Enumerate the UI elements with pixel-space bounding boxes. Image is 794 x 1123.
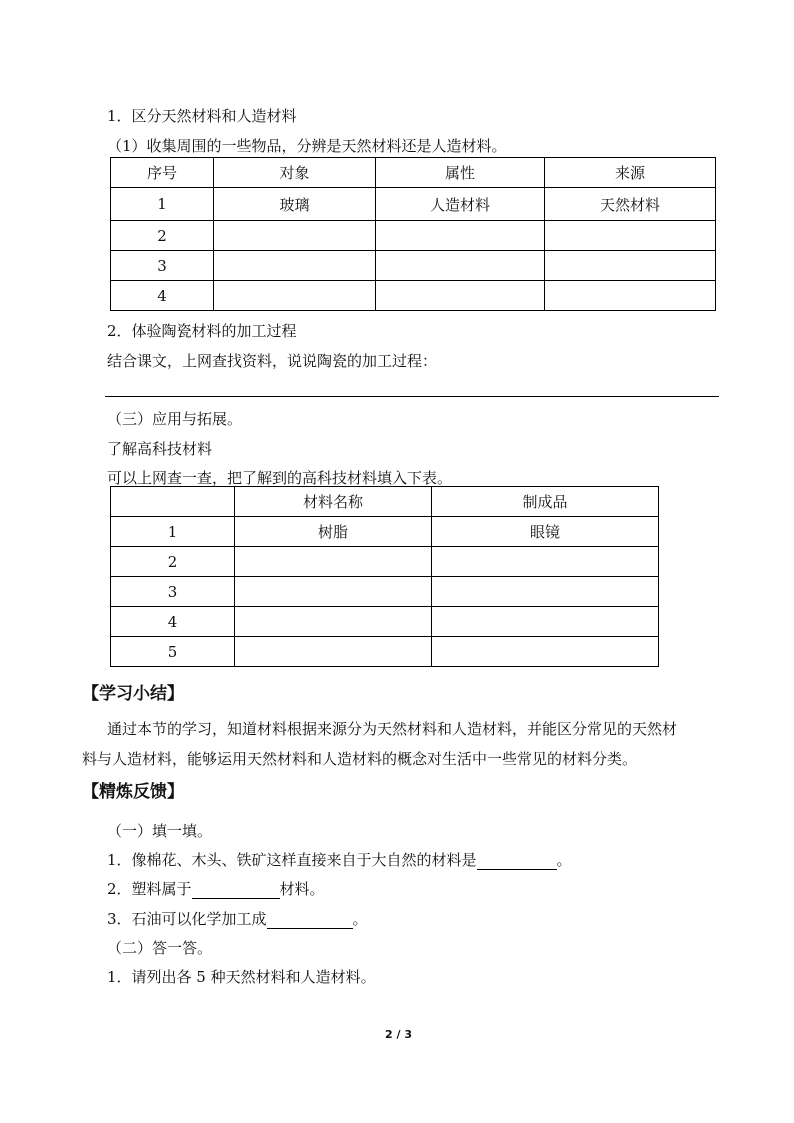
table-cell: 2 — [111, 221, 214, 251]
table-header-cell: 来源 — [545, 158, 716, 188]
question-3 — [107, 908, 368, 929]
section2-prompt: 结合课文，上网查找资料，说说陶瓷的加工过程： — [107, 352, 438, 370]
section3-subtitle: 了解高科技材料 — [107, 440, 213, 458]
table-cell: 4 — [111, 281, 214, 311]
question-2-end: 材料。 — [279, 880, 325, 898]
table-cell — [545, 221, 716, 251]
table-row — [111, 251, 716, 281]
section1-title: 1．区分天然材料和人造材料 — [107, 107, 297, 125]
question-3-blank[interactable] — [267, 912, 353, 929]
table-cell: 2 — [111, 547, 235, 577]
feedback-part2: （二）答一答。 — [107, 939, 213, 957]
table-cell — [376, 251, 545, 281]
table-cell — [376, 281, 545, 311]
table-row — [111, 607, 659, 637]
table-header-cell: 对象 — [214, 158, 376, 188]
table-header-row — [111, 487, 659, 517]
question-1-text: 1．像棉花、木头、铁矿这样直接来自于大自然的材料是 — [107, 851, 477, 869]
table-cell: 树脂 — [235, 517, 432, 547]
table-cell — [376, 221, 545, 251]
table-header-row — [111, 158, 716, 188]
table-header-cell: 序号 — [111, 158, 214, 188]
summary-heading: 【学习小结】 — [82, 684, 184, 704]
table-cell: 1 — [111, 188, 214, 221]
table-cell — [545, 281, 716, 311]
hightech-materials-table — [110, 486, 659, 667]
table-header-cell — [111, 487, 235, 517]
question-1 — [107, 849, 572, 870]
table-cell: 玻璃 — [214, 188, 376, 221]
table-cell: 眼镜 — [432, 517, 659, 547]
objects-table — [110, 157, 716, 311]
question-4: 1．请列出各 5 种天然材料和人造材料。 — [107, 968, 376, 986]
table-cell: 5 — [111, 637, 235, 667]
table-cell: 天然材料 — [545, 188, 716, 221]
table-cell — [214, 251, 376, 281]
table-row — [111, 547, 659, 577]
summary-line-1: 通过本节的学习，知道材料根据来源分为天然材料和人造材料，并能区分常见的天然材 — [107, 720, 678, 738]
question-1-blank[interactable] — [477, 853, 557, 870]
question-1-end: 。 — [556, 851, 572, 869]
summary-line-2: 料与人造材料，能够运用天然材料和人造材料的概念对生活中一些常见的材料分类。 — [82, 750, 638, 768]
table-cell — [214, 221, 376, 251]
table-header-cell: 属性 — [376, 158, 545, 188]
table-row — [111, 221, 716, 251]
question-3-end: 。 — [352, 910, 368, 928]
table-cell — [432, 637, 659, 667]
table-header-cell: 材料名称 — [235, 487, 432, 517]
table-cell — [432, 577, 659, 607]
question-2-text: 2．塑料属于 — [107, 880, 192, 898]
table-cell: 1 — [111, 517, 235, 547]
table-cell — [432, 547, 659, 577]
table-cell — [235, 637, 432, 667]
table-cell: 3 — [111, 251, 214, 281]
question-3-text: 3．石油可以化学加工成 — [107, 910, 267, 928]
table-cell: 3 — [111, 577, 235, 607]
table-header-cell: 制成品 — [432, 487, 659, 517]
feedback-heading: 【精炼反馈】 — [82, 782, 184, 802]
section1-subtitle: （1）收集周围的一些物品，分辨是天然材料还是人造材料。 — [107, 137, 507, 155]
table-row — [111, 281, 716, 311]
table-row — [111, 188, 716, 221]
section2-title: 2．体验陶瓷材料的加工过程 — [107, 322, 297, 340]
table-cell — [214, 281, 376, 311]
question-2-blank[interactable] — [192, 882, 280, 899]
feedback-part1: （一）填一填。 — [107, 822, 213, 840]
table-row — [111, 517, 659, 547]
table-row — [111, 577, 659, 607]
table-cell — [235, 577, 432, 607]
table-cell — [235, 547, 432, 577]
table-cell: 人造材料 — [376, 188, 545, 221]
table-cell — [235, 607, 432, 637]
table-cell — [545, 251, 716, 281]
section3-title: （三）应用与拓展。 — [107, 410, 243, 428]
question-2 — [107, 878, 325, 899]
table-cell — [432, 607, 659, 637]
table-row — [111, 637, 659, 667]
page-number: 2 / 3 — [385, 1028, 412, 1041]
section3-instruction: 可以上网查一查，把了解到的高科技材料填入下表。 — [107, 469, 453, 487]
answer-line — [105, 396, 719, 397]
table-cell: 4 — [111, 607, 235, 637]
